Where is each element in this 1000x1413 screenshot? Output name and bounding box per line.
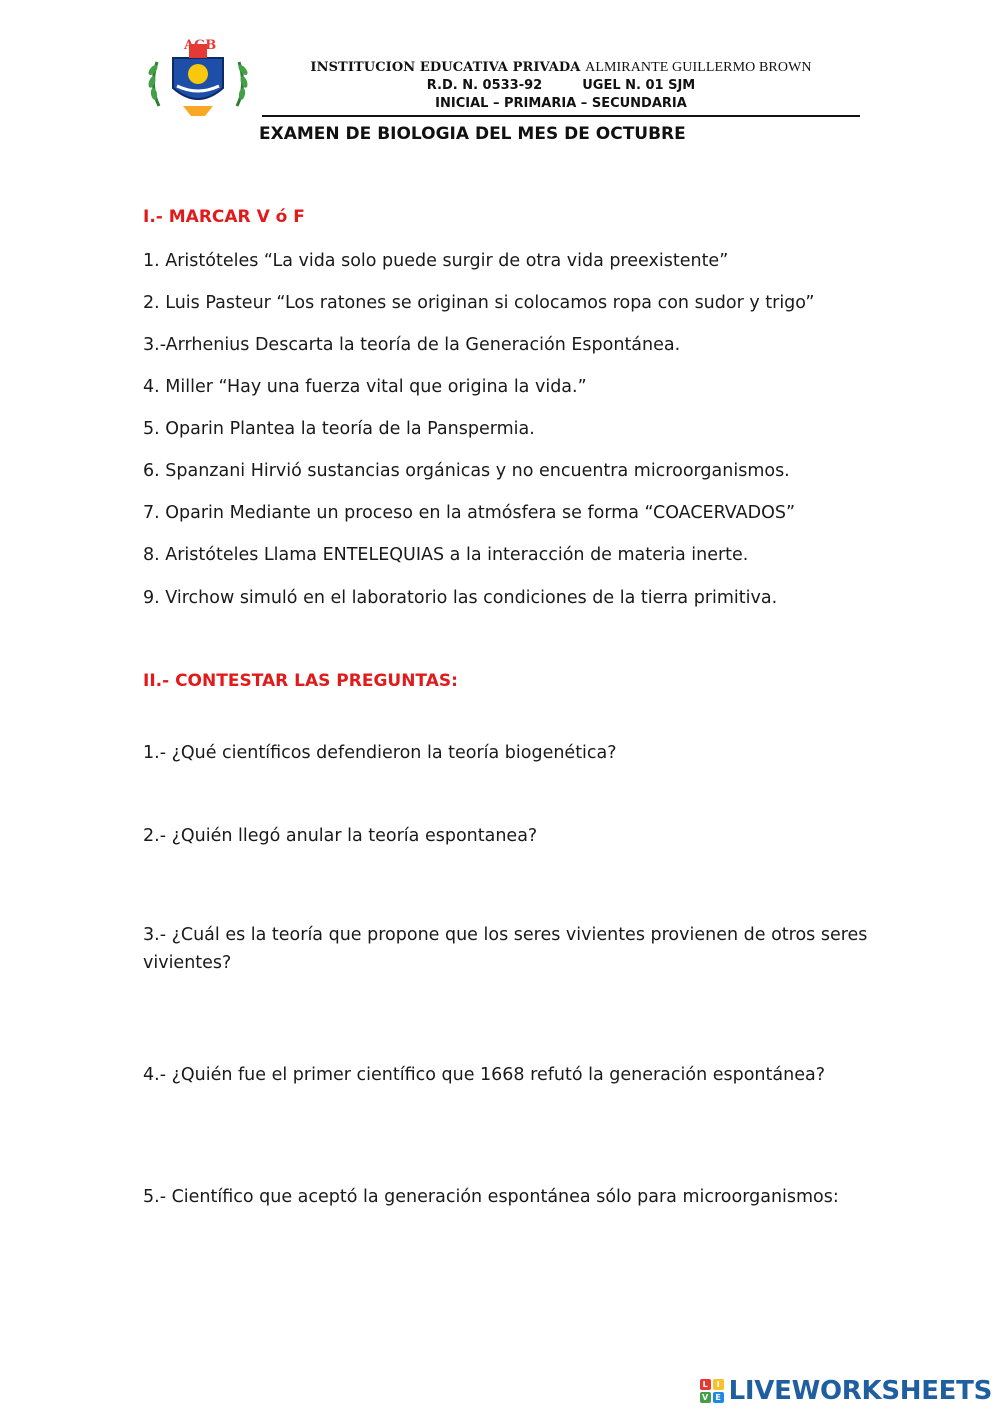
ugel-number: UGEL N. 01 SJM [582,78,696,93]
tf-item-4: 4. Miller “Hay una fuerza vital que origina la vida.” [143,377,587,397]
logo-letter-e: E [713,1392,724,1403]
rd-number: R.D. N. 0533-92 [426,78,543,93]
tf-item-3: 3.-Arrhenius Descarta la teoría de la Generación Espontánea. [143,335,681,355]
tf-item-8: 8. Aristóteles Llama ENTELEQUIAS a la interacción de materia inerte. [143,545,749,565]
logo-letter-i: I [713,1379,724,1390]
exam-title: EXAMEN DE BIOLOGIA DEL MES DE OCTUBRE [259,124,686,144]
tf-item-1: 1. Aristóteles “La vida solo puede surgir de otra vida preexistente” [143,251,729,271]
registration-line [262,78,860,93]
logo-letter-l: L [700,1379,711,1390]
school-name-normal: ALMIRANTE GUILLERMO BROWN [585,60,812,75]
section2-heading: II.- CONTESTAR LAS PREGUNTAS: [143,671,458,691]
question-4: 4.- ¿Quién fue el primer científico que 1668 refutó la generación espontánea? [143,1065,825,1085]
question-5: 5.- Científico que aceptó la generación espontánea sólo para microorganismos: [143,1187,839,1207]
liveworksheets-watermark [700,1374,992,1408]
education-levels: INICIAL – PRIMARIA – SECUNDARIA [435,96,687,111]
tf-item-9: 9. Virchow simuló en el laboratorio las condiciones de la tierra primitiva. [143,588,778,608]
school-name-bold: INSTITUCION EDUCATIVA PRIVADA [310,60,581,75]
liveworksheets-text: LIVEWORKSHEETS [728,1376,992,1406]
question-3: 3.- ¿Cuál es la teoría que propone que los seres vivientes provienen de otros seres vivientes? [143,925,868,973]
question-2: 2.- ¿Quién llegó anular la teoría espontanea? [143,826,538,846]
tf-item-6: 6. Spanzani Hirvió sustancias orgánicas y no encuentra microorganismos. [143,461,790,481]
logo-letter-v: V [700,1392,711,1403]
tf-item-7: 7. Oparin Mediante un proceso en la atmósfera se forma “COACERVADOS” [143,503,796,523]
question-1: 1.- ¿Qué científicos defendieron la teoría biogenética? [143,743,617,763]
logo-text: AGB [184,38,217,53]
tf-item-2: 2. Luis Pasteur “Los ratones se originan si colocamos ropa con sudor y trigo” [143,293,815,313]
header-rule [262,115,860,117]
school-name [262,60,860,76]
tf-item-5: 5. Oparin Plantea la teoría de la Panspermia. [143,419,535,439]
section1-heading: I.- MARCAR V ó F [143,207,305,227]
liveworksheets-logo-icon [700,1379,724,1403]
